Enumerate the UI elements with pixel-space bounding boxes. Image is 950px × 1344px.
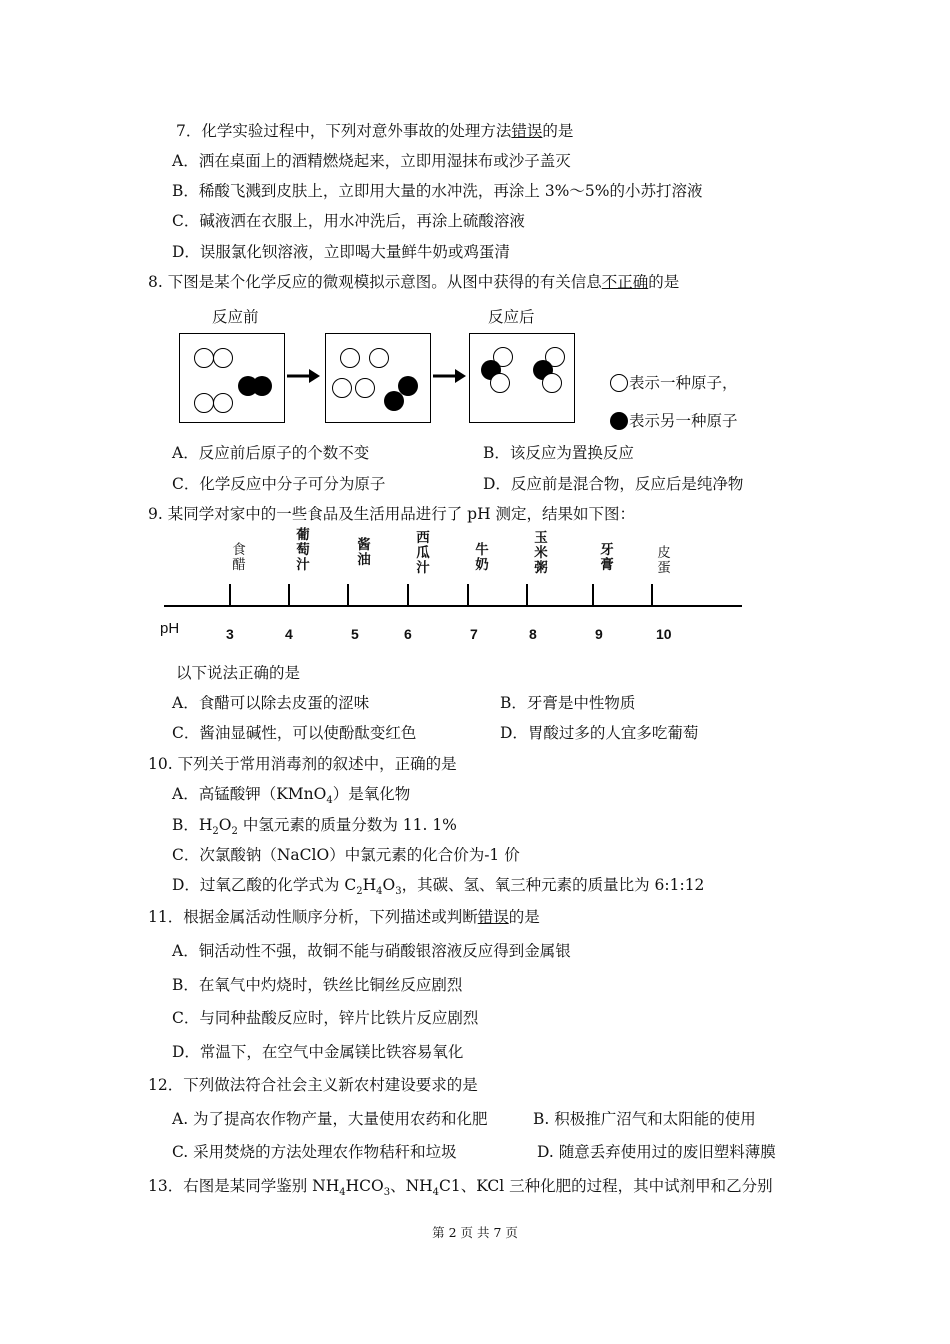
white-atom: [490, 373, 510, 393]
ph-tick-label: 10: [656, 626, 672, 642]
item-label: 牙 膏: [600, 542, 614, 573]
white-atom: [194, 393, 214, 413]
q12-option-c: C. 采用焚烧的方法处理农作物秸秆和垃圾: [172, 1143, 457, 1161]
black-atom: [252, 376, 272, 396]
ph-tick: [592, 584, 594, 607]
q7-stem: 7．化学实验过程中，下列对意外事故的处理方法错误的是: [176, 122, 574, 140]
q10-option-d: D．过氧乙酸的化学式为 $C_2H_4O_3$，其碳、氢、氧三种元素的质量比为 6:1:12: [172, 876, 705, 898]
white-atom: [369, 348, 389, 368]
item-label: 皮 蛋: [657, 545, 671, 576]
ph-axis-line: [164, 605, 742, 607]
q10-option-c: C．次氯酸钠（NaClO）中氯元素的化合价为-1 价: [172, 846, 520, 864]
q11-stem: 11．根据金属活动性顺序分析，下列描述或判断错误的是: [148, 908, 540, 926]
q11-option-b: B．在氧气中灼烧时，铁丝比铜丝反应剧烈: [172, 976, 463, 994]
q9-stem: 9. 某同学对家中的一些食品及生活用品进行了 pH 测定，结果如下图：: [148, 505, 636, 523]
q10-option-b: B．$H_2O_2$ 中氢元素的质量分数为 11. 1%: [172, 816, 457, 838]
item-label: 牛 奶: [475, 542, 489, 573]
q11-option-c: C．与同种盐酸反应时，锌片比铁片反应剧烈: [172, 1009, 479, 1027]
white-atom: [213, 348, 233, 368]
q7-option-d: D．误服氯化钡溶液，立即喝大量鲜牛奶或鸡蛋清: [172, 243, 510, 261]
arrow-icon: [433, 366, 467, 386]
q8-option-d: D．反应前是混合物，反应后是纯净物: [483, 475, 744, 493]
q12-option-d: D. 随意丢弃使用过的废旧塑料薄膜: [537, 1143, 776, 1161]
item-label: 玉 米 粥: [534, 530, 548, 576]
ph-tick-label: 4: [285, 626, 293, 642]
label-after-reaction: 反应后: [488, 308, 535, 326]
item-label: 葡 萄 汁: [296, 527, 310, 573]
q10-option-a: A．高锰酸钾（KMnO$_4$）是氧化物: [172, 785, 411, 807]
legend-white-atom-icon: [610, 374, 628, 392]
ph-tick-label: 5: [351, 626, 359, 642]
q10-stem: 10. 下列关于常用消毒剂的叙述中，正确的是: [148, 755, 457, 773]
label-before-reaction: 反应前: [212, 308, 259, 326]
legend-black-atom-icon: [610, 412, 628, 430]
ph-axis-label: pH: [160, 620, 180, 637]
item-label: 酱 油: [357, 537, 371, 568]
ph-tick-label: 7: [470, 626, 478, 642]
q9-option-c: C．酱油显碱性，可以使酚酞变红色: [172, 724, 417, 742]
q13-stem: 13．右图是某同学鉴别 $NH_4HCO_3$、$NH_4C1$、KCl 三种化肥的过程，其中试剂甲和乙分别: [148, 1177, 773, 1199]
ph-tick-label: 9: [595, 626, 603, 642]
ph-tick: [526, 584, 528, 607]
q11-option-a: A．铜活动性不强，故铜不能与硝酸银溶液反应得到金属银: [172, 942, 571, 960]
ph-tick-label: 3: [226, 626, 234, 642]
ph-tick: [288, 584, 290, 607]
q8-option-a: A．反应前后原子的个数不变: [172, 444, 370, 462]
q9-prompt: 以下说法正确的是: [176, 664, 301, 682]
ph-tick: [347, 584, 349, 607]
white-atom: [340, 348, 360, 368]
q12-option-b: B. 积极推广沼气和太阳能的使用: [533, 1110, 756, 1128]
arrow-icon: [287, 366, 321, 386]
ph-tick-label: 6: [404, 626, 412, 642]
q8-stem: 8. 下图是某个化学反应的微观模拟示意图。从图中获得的有关信息不正确的是: [148, 273, 680, 291]
ph-tick: [467, 584, 469, 607]
white-atom: [355, 378, 375, 398]
q7-option-a: A．洒在桌面上的酒精燃烧起来，立即用湿抹布或沙子盖灭: [172, 152, 571, 170]
white-atom: [542, 373, 562, 393]
q9-option-a: A．食醋可以除去皮蛋的涩味: [172, 694, 370, 712]
q12-option-a: A. 为了提高农作物产量，大量使用农药和化肥: [172, 1110, 488, 1128]
page-footer: 第 2 页 共 7 页: [432, 1225, 518, 1240]
white-atom: [213, 393, 233, 413]
ph-tick: [407, 584, 409, 607]
q11-option-d: D．常温下，在空气中金属镁比铁容易氧化: [172, 1043, 464, 1061]
ph-tick: [651, 584, 653, 607]
item-label: 西 瓜 汁: [416, 530, 430, 576]
q7-option-b: B．稀酸飞溅到皮肤上，立即用大量的水冲洗，再涂上 3%～5%的小苏打溶液: [172, 182, 703, 200]
ph-tick-label: 8: [529, 626, 537, 642]
q12-stem: 12．下列做法符合社会主义新农村建设要求的是: [148, 1076, 478, 1094]
white-atom: [194, 348, 214, 368]
legend-black-text: 表示另一种原子: [629, 412, 738, 430]
q8-option-c: C．化学反应中分子可分为原子: [172, 475, 386, 493]
black-atom: [384, 391, 404, 411]
q7-option-c: C．碱液洒在衣服上，用水冲洗后，再涂上硫酸溶液: [172, 212, 525, 230]
q8-option-b: B．该反应为置换反应: [483, 444, 634, 462]
white-atom: [332, 378, 352, 398]
legend-white-text: 表示一种原子，: [629, 374, 738, 392]
q9-option-b: B．牙膏是中性物质: [500, 694, 636, 712]
ph-tick: [229, 584, 231, 607]
item-label: 食 醋: [232, 542, 246, 573]
q9-option-d: D．胃酸过多的人宜多吃葡萄: [500, 724, 699, 742]
